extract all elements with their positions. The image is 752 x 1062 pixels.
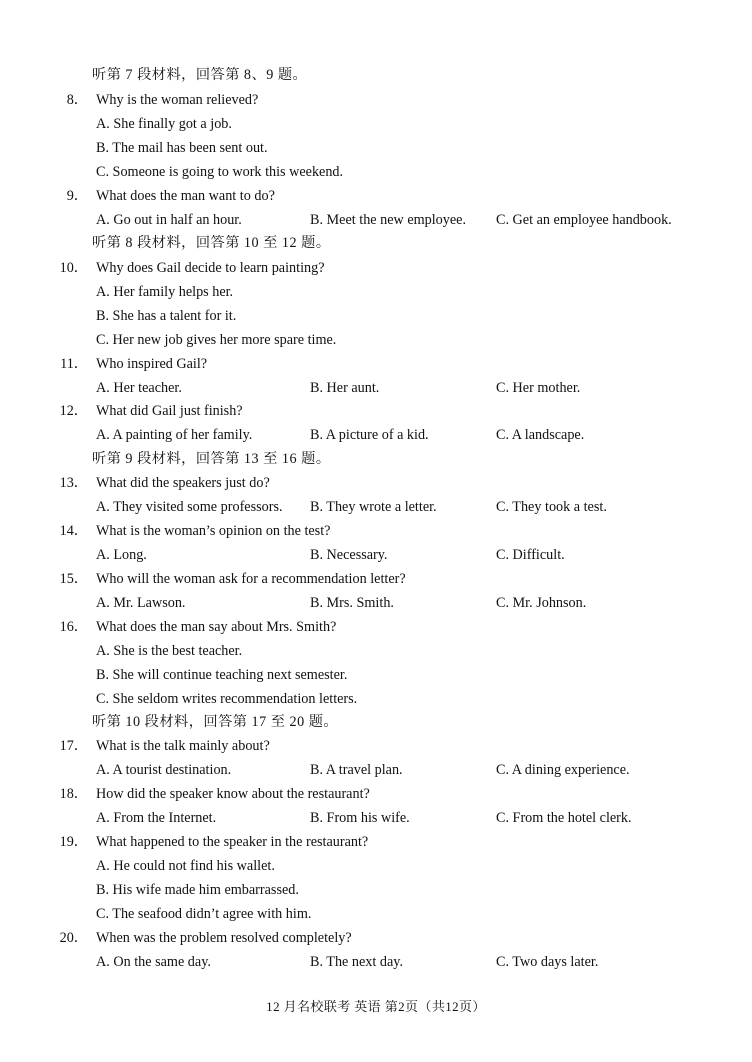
option-b: B. A travel plan. [310, 762, 403, 778]
question-number: 17． [59, 738, 88, 754]
question-10 [0, 257, 752, 279]
option-b: B. A picture of a kid. [310, 427, 429, 443]
option-row [0, 329, 752, 351]
question-12 [0, 400, 752, 422]
section-heading-7: 听第 7 段材料，回答第 8、9 题。 [92, 67, 308, 83]
question-stem: Why is the woman relieved? [96, 92, 259, 108]
option-c: C. A dining experience. [496, 762, 630, 778]
option-c: C. A landscape. [496, 427, 585, 443]
option-b: B. The next day. [310, 954, 403, 970]
question-13 [0, 472, 752, 494]
option-row [0, 137, 752, 159]
question-number: 11． [60, 356, 88, 372]
question-stem: Who inspired Gail? [96, 356, 208, 372]
option-row [0, 592, 752, 614]
question-15 [0, 568, 752, 590]
question-number: 13． [59, 475, 88, 491]
option-row [0, 855, 752, 877]
option-a: A. Mr. Lawson. [96, 595, 186, 611]
question-stem: What did Gail just finish? [96, 403, 243, 419]
option-row [0, 879, 752, 901]
option-row [0, 161, 752, 183]
option-b: B. His wife made him embarrassed. [96, 882, 299, 898]
question-number: 10． [59, 260, 88, 276]
option-a: A. Go out in half an hour. [96, 212, 242, 228]
option-c: C. Someone is going to work this weekend. [96, 164, 344, 180]
question-stem: Why does Gail decide to learn painting? [96, 260, 325, 276]
question-stem: What did the speakers just do? [96, 475, 270, 491]
option-a: A. From the Internet. [96, 810, 217, 826]
option-row [0, 544, 752, 566]
question-stem: When was the problem resolved completely? [96, 930, 352, 946]
question-20 [0, 927, 752, 949]
option-row [0, 688, 752, 710]
option-c: C. Two days later. [496, 954, 599, 970]
question-stem: What is the talk mainly about? [96, 738, 270, 754]
question-number: 15． [59, 571, 88, 587]
question-18 [0, 783, 752, 805]
question-number: 16． [59, 619, 88, 635]
option-b: B. Necessary. [310, 547, 388, 563]
option-row [0, 903, 752, 925]
option-row [0, 424, 752, 446]
option-row [0, 113, 752, 135]
option-c: C. The seafood didn’t agree with him. [96, 906, 312, 922]
option-b: B. She will continue teaching next semester. [96, 667, 348, 683]
option-b: B. Meet the new employee. [310, 212, 467, 228]
section-heading-8: 听第 8 段材料，回答第 10 至 12 题。 [92, 235, 331, 251]
option-a: A. He could not find his wallet. [96, 858, 275, 874]
question-stem: What is the woman’s opinion on the test? [96, 523, 331, 539]
section-heading-10: 听第 10 段材料，回答第 17 至 20 题。 [92, 714, 339, 730]
option-c: C. Her mother. [496, 380, 581, 396]
option-a: A. A tourist destination. [96, 762, 232, 778]
option-b: B. She has a talent for it. [96, 308, 237, 324]
option-a: A. She is the best teacher. [96, 643, 243, 659]
question-number: 18． [59, 786, 88, 802]
question-stem: How did the speaker know about the restaurant? [96, 786, 370, 802]
option-row [0, 664, 752, 686]
option-c: C. Difficult. [496, 547, 565, 563]
option-c: C. She seldom writes recommendation letters. [96, 691, 358, 707]
question-19 [0, 831, 752, 853]
question-11 [0, 353, 752, 375]
option-b: B. Her aunt. [310, 380, 380, 396]
option-b: B. They wrote a letter. [310, 499, 437, 515]
question-number: 20． [59, 930, 88, 946]
option-c: C. Mr. Johnson. [496, 595, 587, 611]
option-row [0, 209, 752, 231]
option-row [0, 807, 752, 829]
option-a: A. She finally got a job. [96, 116, 232, 132]
question-stem: What does the man say about Mrs. Smith? [96, 619, 337, 635]
question-17 [0, 735, 752, 757]
option-c: C. From the hotel clerk. [496, 810, 632, 826]
page-footer: 12 月名校联考 英语 第2页（共12页） [266, 999, 486, 1014]
option-b: B. Mrs. Smith. [310, 595, 394, 611]
question-9 [0, 185, 752, 207]
option-a: A. Her teacher. [96, 380, 182, 396]
option-a: A. On the same day. [96, 954, 211, 970]
question-stem: Who will the woman ask for a recommendation letter? [96, 571, 406, 587]
question-number: 14． [59, 523, 88, 539]
option-row [0, 640, 752, 662]
question-14 [0, 520, 752, 542]
option-b: B. From his wife. [310, 810, 410, 826]
option-c: C. Get an employee handbook. [496, 212, 672, 228]
option-a: A. They visited some professors. [96, 499, 283, 515]
question-number: 9． [66, 188, 88, 204]
option-row [0, 377, 752, 399]
option-row [0, 496, 752, 518]
option-row [0, 759, 752, 781]
question-stem: What does the man want to do? [96, 188, 275, 204]
option-a: A. Her family helps her. [96, 284, 234, 300]
option-c: C. They took a test. [496, 499, 607, 515]
option-row [0, 951, 752, 973]
question-number: 19． [59, 834, 88, 850]
option-a: A. Long. [96, 547, 147, 563]
question-number: 8． [66, 92, 88, 108]
option-row [0, 281, 752, 303]
question-16 [0, 616, 752, 638]
question-number: 12． [59, 403, 88, 419]
section-heading-9: 听第 9 段材料，回答第 13 至 16 题。 [92, 451, 331, 467]
option-row [0, 305, 752, 327]
option-a: A. A painting of her family. [96, 427, 253, 443]
question-8 [0, 89, 752, 111]
option-c: C. Her new job gives her more spare time. [96, 332, 337, 348]
option-b: B. The mail has been sent out. [96, 140, 268, 156]
question-stem: What happened to the speaker in the restaurant? [96, 834, 369, 850]
